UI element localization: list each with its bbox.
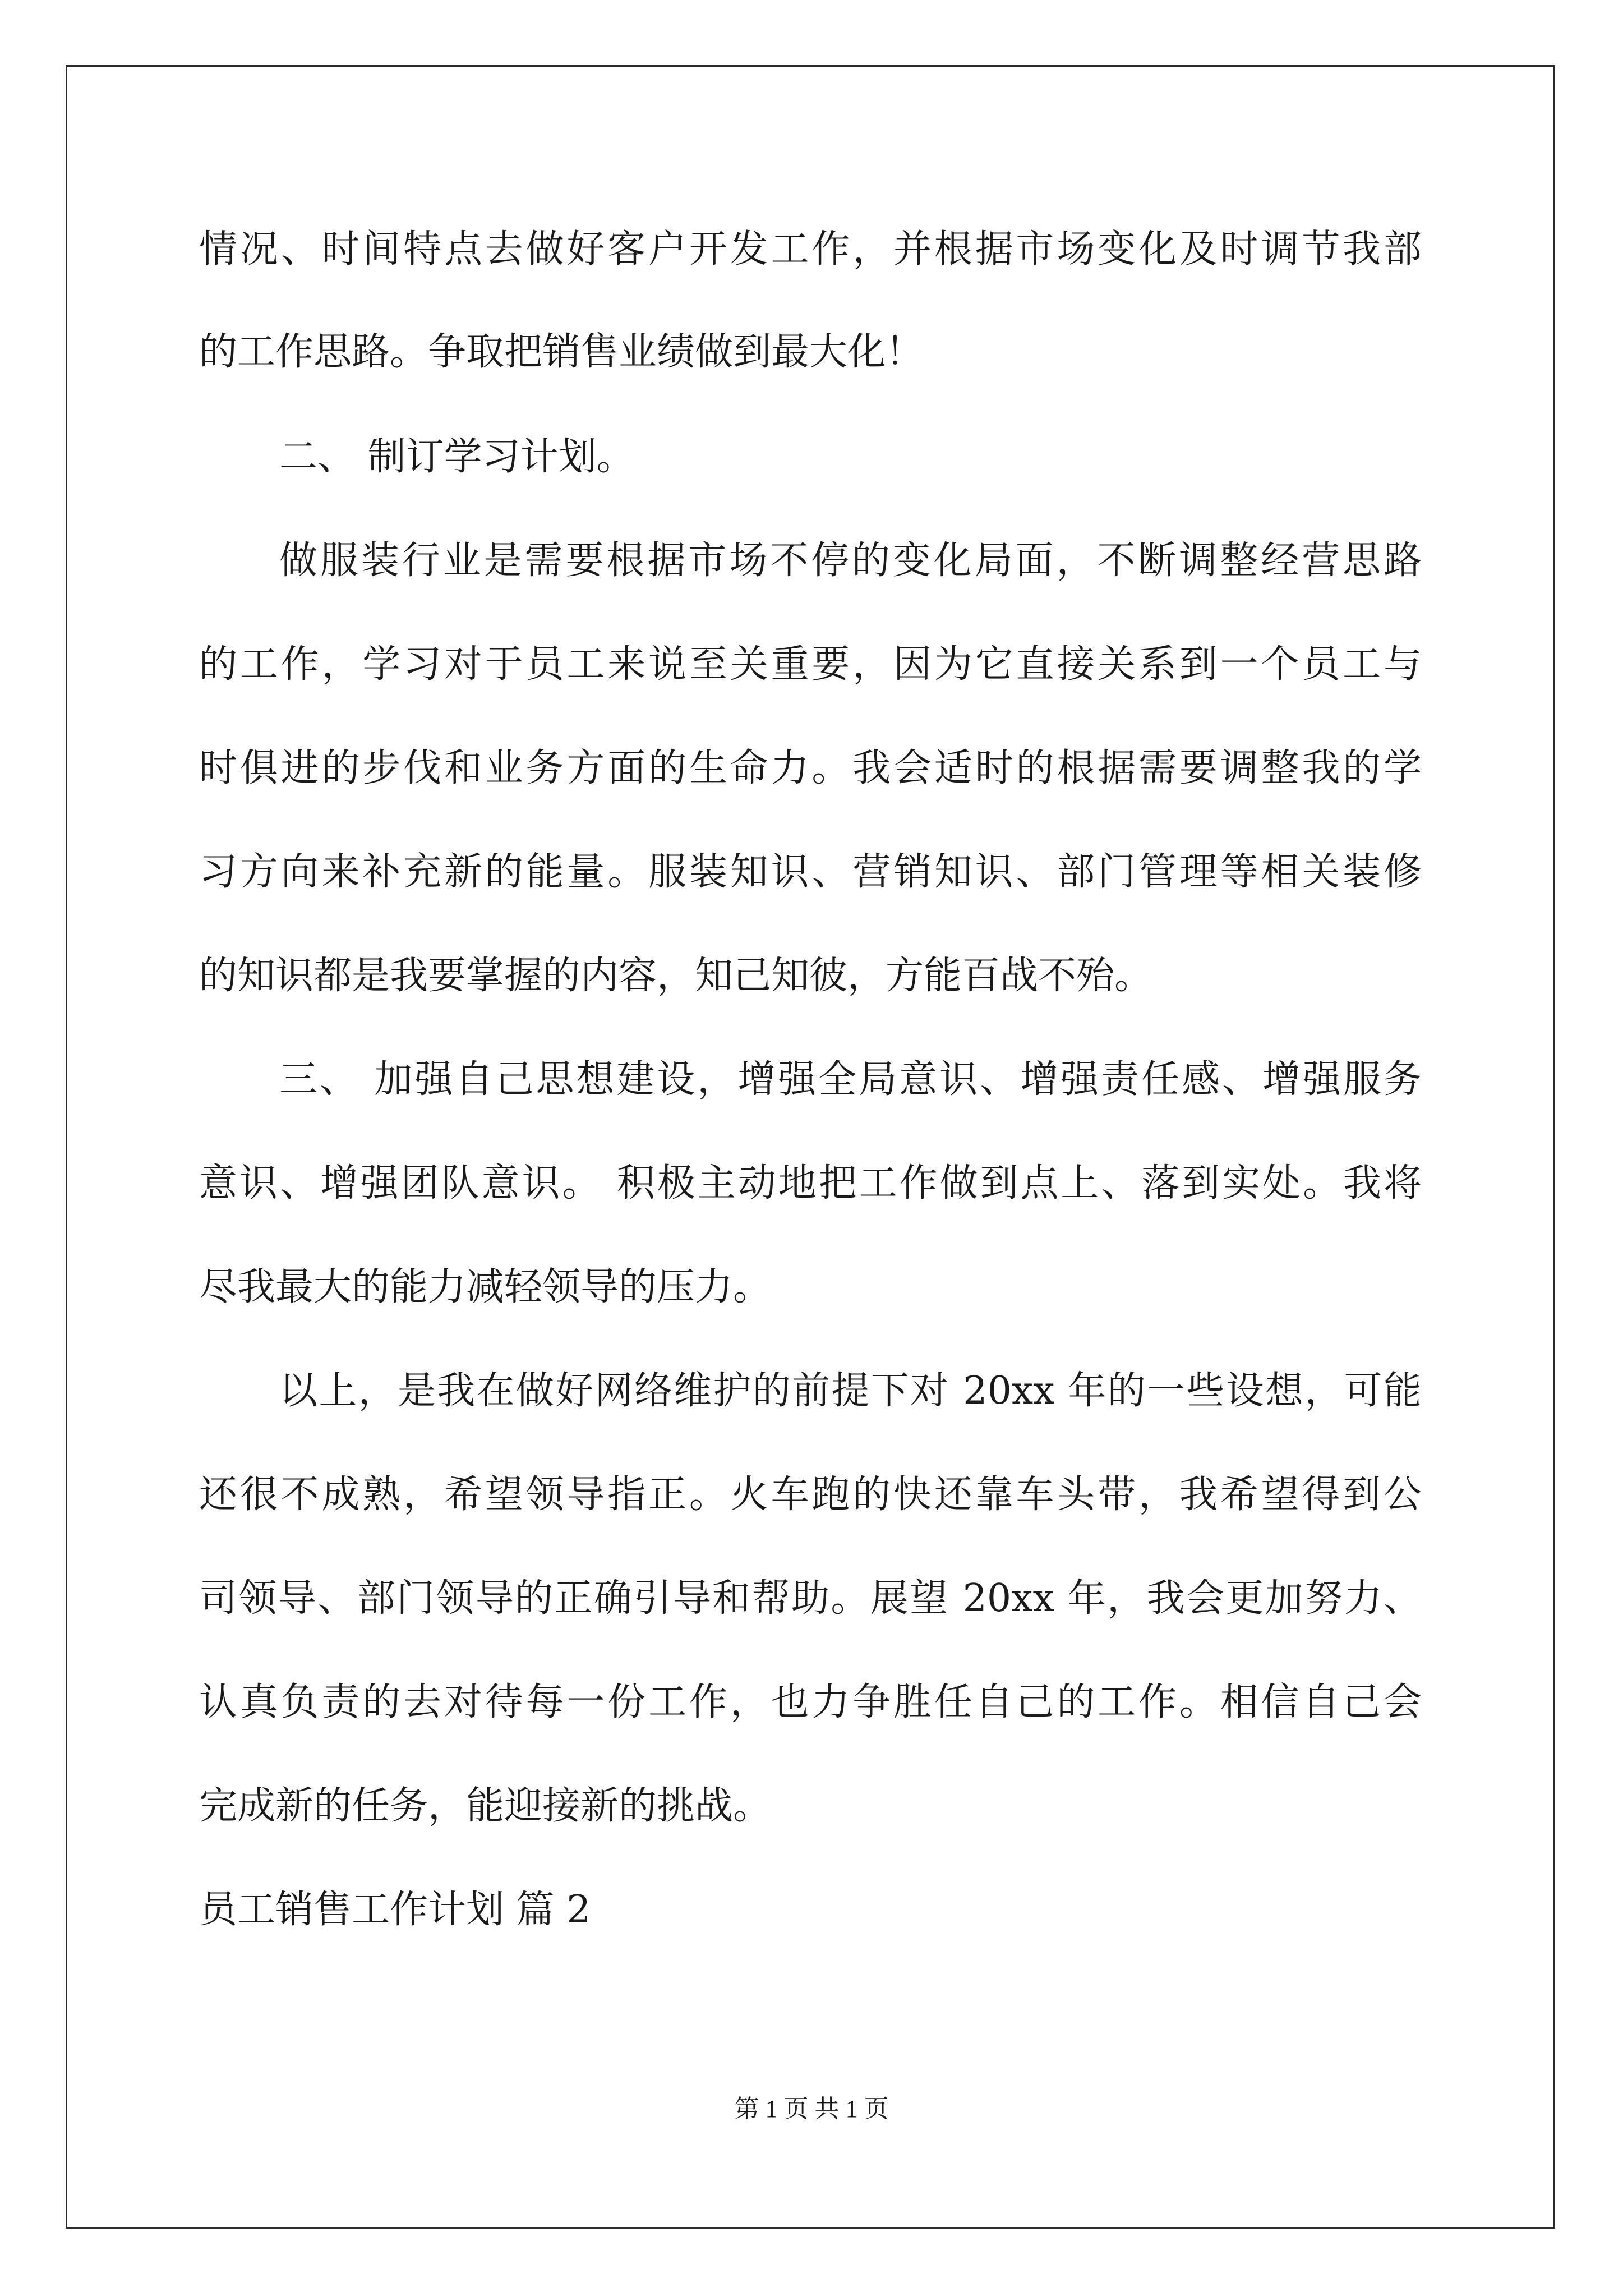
text-line-14: 司领导、部门领导的正确引导和帮助。展望 20xx 年，我会更加努力、	[199, 1576, 1422, 1621]
text-line-6: 时俱进的步伐和业务方面的生命力。我会适时的根据需要调整我的学	[199, 746, 1422, 790]
text-line-4: 做服装行业是需要根据市场不停的变化局面，不断调整经营思路	[279, 539, 1422, 583]
text-line-5: 的工作，学习对于员工来说至关重要，因为它直接关系到一个员工与	[199, 642, 1422, 687]
text-line-2: 的工作思路。争取把销售业绩做到最大化！	[199, 330, 924, 374]
text-line-11: 尽我最大的能力减轻领导的压力。	[199, 1265, 772, 1309]
document-subtitle: 员工销售工作计划 篇 2	[199, 1888, 591, 1932]
section-heading-2: 二、 制订学习计划。	[279, 435, 635, 479]
section-heading-3: 三、 加强自己思想建设，增强全局意识、增强责任感、增强服务	[279, 1057, 1422, 1102]
text-line-15: 认真负责的去对待每一份工作，也力争胜任自己的工作。相信自己会	[199, 1680, 1422, 1724]
text-line-13: 还很不成熟，希望领导指正。火车跑的快还靠车头带，我希望得到公	[199, 1473, 1422, 1517]
text-line-10: 意识、增强团队意识。 积极主动地把工作做到点上、落到实处。我将	[199, 1161, 1422, 1205]
text-line-1: 情况、时间特点去做好客户开发工作，并根据市场变化及时调节我部	[199, 227, 1422, 272]
text-line-16: 完成新的任务，能迎接新的挑战。	[199, 1784, 772, 1828]
text-line-7: 习方向来补充新的能量。服装知识、营销知识、部门管理等相关装修	[199, 850, 1422, 894]
text-line-12: 以上，是我在做好网络维护的前提下对 20xx 年的一些设想，可能	[279, 1369, 1422, 1413]
text-line-8: 的知识都是我要掌握的内容，知己知彼，方能百战不殆。	[199, 954, 1153, 998]
page-number-footer: 第 1 页 共 1 页	[734, 2095, 889, 2123]
